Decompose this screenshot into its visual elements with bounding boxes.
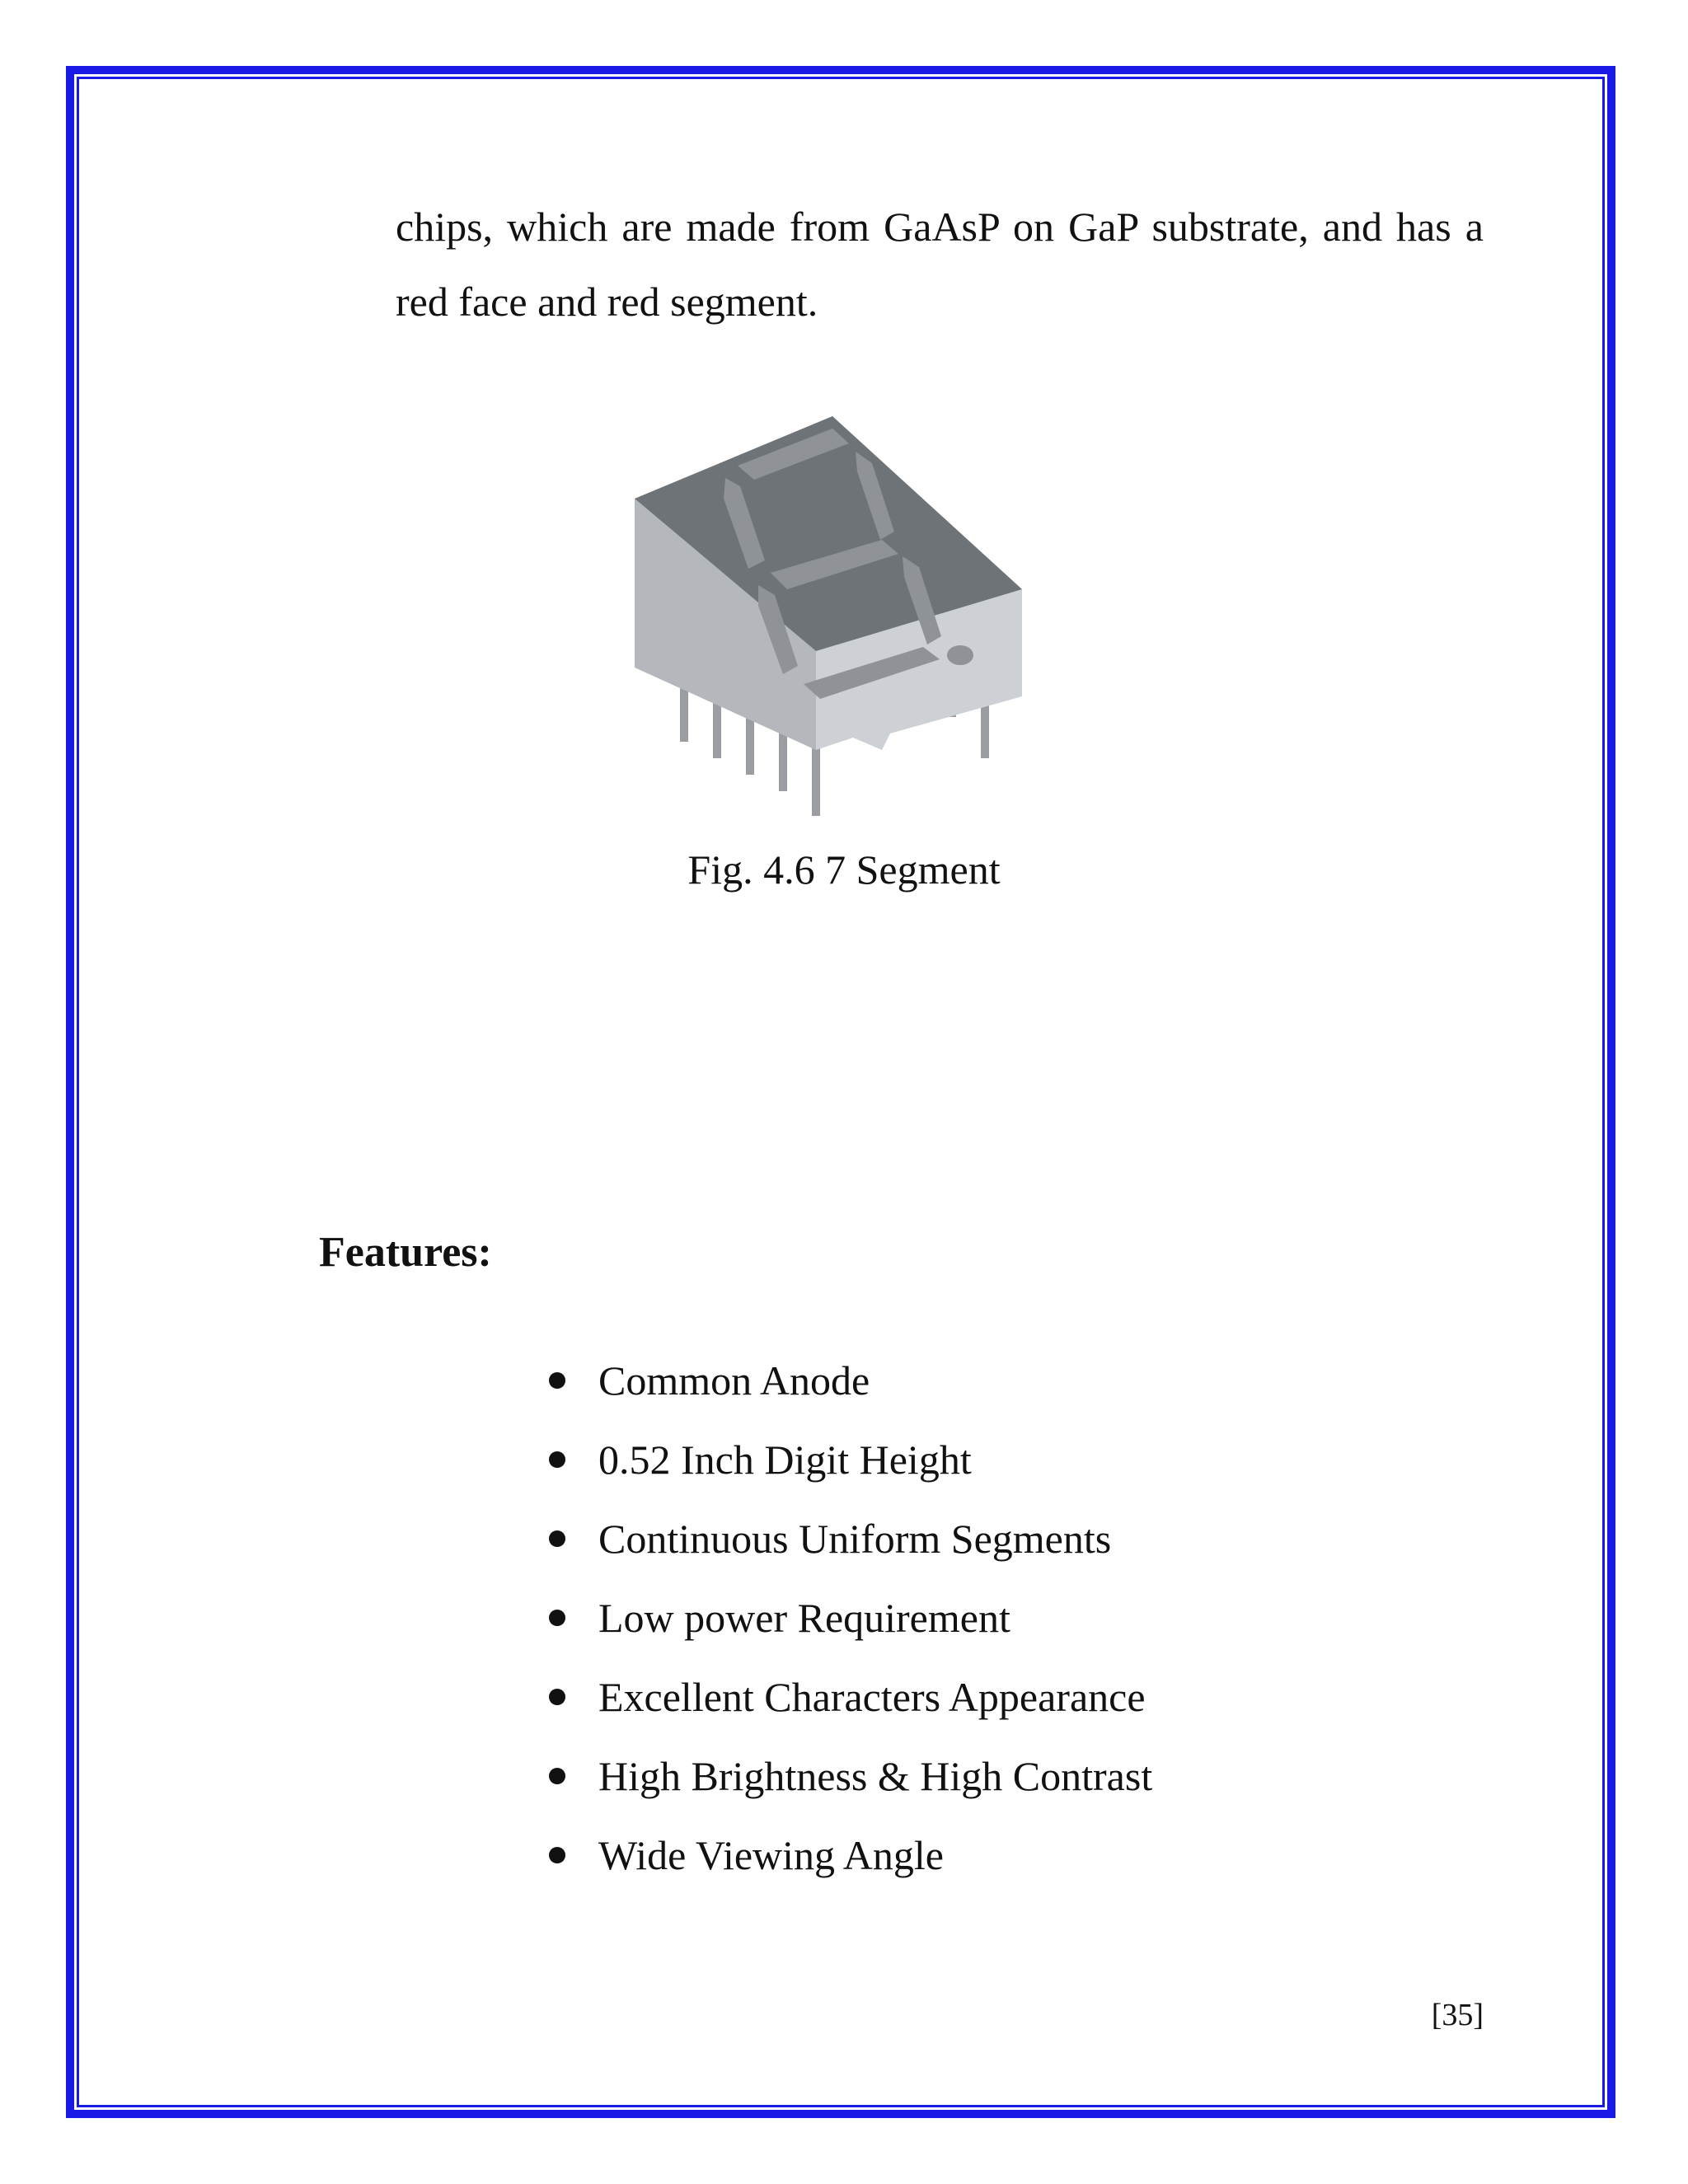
bullet-icon (549, 1610, 565, 1626)
list-item (544, 1747, 1152, 1826)
body-paragraph: chips, which are made from GaAsP on GaP substrate, and has a red face and red segment. (396, 204, 1484, 325)
list-item (544, 1589, 1152, 1668)
figure-caption: Fig. 4.6 7 Segment (687, 846, 1001, 893)
list-item (544, 1510, 1152, 1589)
list-item (544, 1668, 1152, 1747)
bullet-icon (549, 1847, 565, 1863)
feature-text: 0.52 Inch Digit Height (598, 1436, 972, 1483)
bullet-icon (549, 1530, 565, 1547)
bullet-icon (549, 1689, 565, 1705)
seven-segment-figure (610, 404, 1055, 841)
list-item (544, 1352, 1152, 1431)
feature-text: Continuous Uniform Segments (598, 1516, 1112, 1562)
list-item (544, 1826, 1152, 1905)
feature-text: High Brightness & High Contrast (598, 1753, 1153, 1799)
feature-text: Common Anode (598, 1357, 870, 1404)
seven-segment-display-illustration (610, 404, 1055, 841)
bullet-icon (549, 1372, 565, 1389)
features-heading: Features: (319, 1229, 492, 1276)
feature-text: Excellent Characters Appearance (598, 1674, 1146, 1720)
list-item (544, 1431, 1152, 1510)
page-number: [35] (1431, 1998, 1484, 2032)
bullet-icon (549, 1451, 565, 1468)
feature-text: Wide Viewing Angle (598, 1832, 944, 1878)
bullet-icon (549, 1768, 565, 1784)
feature-text: Low power Requirement (598, 1595, 1010, 1641)
features-list (544, 1352, 1152, 1905)
